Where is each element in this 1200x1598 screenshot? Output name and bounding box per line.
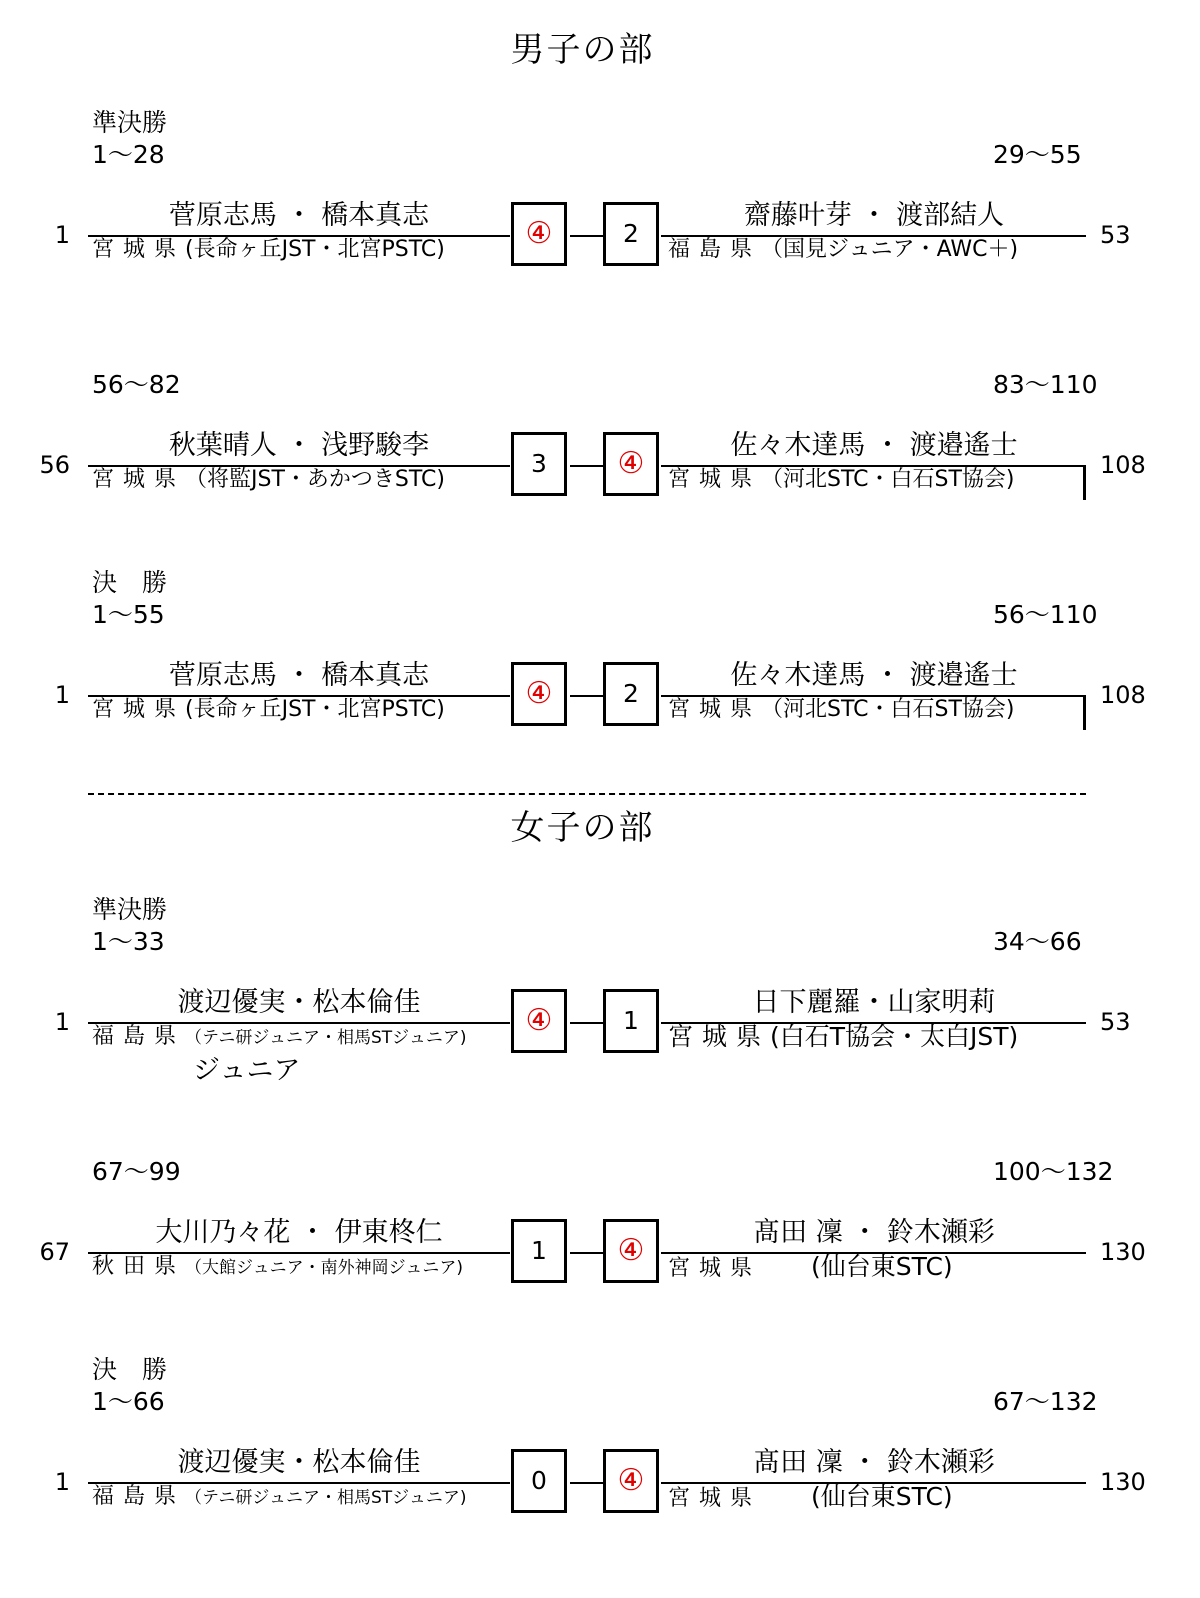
seed-right: 53 — [1100, 221, 1131, 249]
player-pair-right: 佐々木達馬 ・ 渡邉遙士 — [730, 660, 1018, 691]
score-box-left: 0 — [511, 1449, 567, 1513]
men-section-title: 男子の部 — [510, 30, 655, 70]
seed-right: 108 — [1100, 451, 1146, 479]
team: （テニ研ジュニア・相馬STジュニア) — [185, 1028, 467, 1048]
score-box-right: 1 — [603, 989, 659, 1053]
score-box-right: 2 — [603, 662, 659, 726]
seed-right: 130 — [1100, 1468, 1146, 1496]
bracket-line-center — [570, 465, 603, 467]
women-final-label: 決 勝 — [92, 1355, 168, 1384]
score-box-left: 3 — [511, 432, 567, 496]
women-semi1-range-right: 34～66 — [993, 927, 1082, 956]
affiliation-right — [668, 466, 1014, 494]
bracket-tick — [1083, 465, 1086, 500]
prefecture: 福島県 — [92, 1484, 186, 1509]
men-semi2-range-left: 56～82 — [92, 370, 181, 399]
score-box-right: ④ — [603, 432, 659, 496]
bracket-line-center — [570, 1252, 603, 1254]
player-pair-right: 髙田 凜 ・ 鈴木瀬彩 — [753, 1217, 995, 1248]
women-section-title: 女子の部 — [510, 808, 655, 848]
stray-text: ジュニア — [193, 1055, 301, 1086]
score-box-left: ④ — [511, 989, 567, 1053]
affiliation-left — [92, 696, 445, 724]
seed-left: 1 — [54, 681, 70, 709]
team: （河北STC・白石ST協会) — [761, 467, 1015, 492]
women-final-range-left: 1～66 — [92, 1387, 165, 1416]
seed-left: 67 — [39, 1238, 70, 1266]
seed-left: 1 — [54, 1468, 70, 1496]
seed-right: 53 — [1100, 1008, 1131, 1036]
score-box-right: ④ — [603, 1449, 659, 1513]
score-box-left: ④ — [511, 662, 567, 726]
player-pair-right: 日下麗羅・山家明莉 — [752, 987, 996, 1018]
affiliation-left — [92, 1253, 463, 1282]
prefecture: 宮城県 — [92, 237, 186, 262]
bracket-tick — [1083, 695, 1086, 730]
women-semi2-range-left: 67～99 — [92, 1157, 181, 1186]
team: (白石T協会・太白JST) — [770, 1022, 1019, 1051]
team: (長命ヶ丘JST・北宮PSTC) — [185, 697, 445, 722]
affiliation-left — [92, 466, 445, 494]
seed-right: 108 — [1100, 681, 1146, 709]
affiliation-right — [668, 696, 1014, 724]
men-semifinal-label: 準決勝 — [92, 108, 168, 137]
prefecture: 宮城県 — [668, 1256, 762, 1281]
player-pair-left: 渡辺優実・松本倫佳 — [177, 1447, 421, 1478]
bracket-line-center — [570, 1482, 603, 1484]
affiliation-right — [668, 1253, 953, 1283]
affiliation-left — [92, 236, 445, 264]
men-semi1-range-left: 1～28 — [92, 140, 165, 169]
player-pair-left: 秋葉晴人 ・ 浅野駿李 — [168, 430, 430, 461]
women-semi1-match — [0, 987, 1200, 1097]
bracket-line-center — [570, 235, 603, 237]
score-box-right: ④ — [603, 1219, 659, 1283]
affiliation-left — [92, 1483, 466, 1512]
team: （大館ジュニア・南外神岡ジュニア) — [185, 1258, 463, 1278]
prefecture: 宮城県 — [668, 1022, 771, 1051]
prefecture: 秋田県 — [92, 1254, 186, 1279]
player-pair-right: 佐々木達馬 ・ 渡邉遙士 — [730, 430, 1018, 461]
affiliation-right — [668, 236, 1018, 264]
prefecture: 宮城県 — [92, 467, 186, 492]
men-final-range-left: 1～55 — [92, 600, 165, 629]
score-box-left: ④ — [511, 202, 567, 266]
player-pair-left: 菅原志馬 ・ 橋本真志 — [168, 200, 430, 231]
team: （将監JST・あかつきSTC) — [185, 467, 445, 492]
team: (仙台東STC) — [761, 1252, 953, 1281]
team: (仙台東STC) — [761, 1482, 953, 1511]
player-pair-left: 大川乃々花 ・ 伊東柊仁 — [155, 1217, 443, 1248]
bracket-line-center — [570, 1022, 603, 1024]
women-semi2-match — [0, 1217, 1200, 1327]
seed-left: 56 — [39, 451, 70, 479]
men-semi1-match — [0, 200, 1200, 310]
score-box-right: 2 — [603, 202, 659, 266]
prefecture: 福島県 — [668, 237, 762, 262]
women-semi1-range-left: 1～33 — [92, 927, 165, 956]
team: (長命ヶ丘JST・北宮PSTC) — [185, 237, 445, 262]
women-semifinal-label: 準決勝 — [92, 895, 168, 924]
player-pair-right: 髙田 凜 ・ 鈴木瀬彩 — [753, 1447, 995, 1478]
women-final-range-right: 67～132 — [993, 1387, 1098, 1416]
prefecture: 宮城県 — [668, 467, 762, 492]
men-semi1-range-right: 29～55 — [993, 140, 1082, 169]
team: （国見ジュニア・AWC＋) — [761, 237, 1019, 262]
women-final-match — [0, 1447, 1200, 1557]
affiliation-right — [668, 1023, 1018, 1051]
prefecture: 宮城県 — [668, 697, 762, 722]
player-pair-left: 渡辺優実・松本倫佳 — [177, 987, 421, 1018]
prefecture: 福島県 — [92, 1024, 186, 1049]
bracket-line-center — [570, 695, 603, 697]
team: （河北STC・白石ST協会) — [761, 697, 1015, 722]
women-semi2-range-right: 100～132 — [993, 1157, 1114, 1186]
prefecture: 宮城県 — [92, 697, 186, 722]
men-final-match — [0, 660, 1200, 770]
player-pair-right: 齋藤叶芽 ・ 渡部結人 — [743, 200, 1005, 231]
seed-right: 130 — [1100, 1238, 1146, 1266]
seed-left: 1 — [54, 221, 70, 249]
men-semi2-match — [0, 430, 1200, 540]
affiliation-right — [668, 1483, 953, 1513]
seed-left: 1 — [54, 1008, 70, 1036]
score-box-left: 1 — [511, 1219, 567, 1283]
team: （テニ研ジュニア・相馬STジュニア) — [185, 1488, 467, 1508]
men-semi2-range-right: 83～110 — [993, 370, 1098, 399]
prefecture: 宮城県 — [668, 1486, 762, 1511]
player-pair-left: 菅原志馬 ・ 橋本真志 — [168, 660, 430, 691]
affiliation-left — [92, 1023, 466, 1052]
section-divider — [88, 793, 1086, 795]
men-final-range-right: 56～110 — [993, 600, 1098, 629]
men-final-label: 決 勝 — [92, 568, 168, 597]
